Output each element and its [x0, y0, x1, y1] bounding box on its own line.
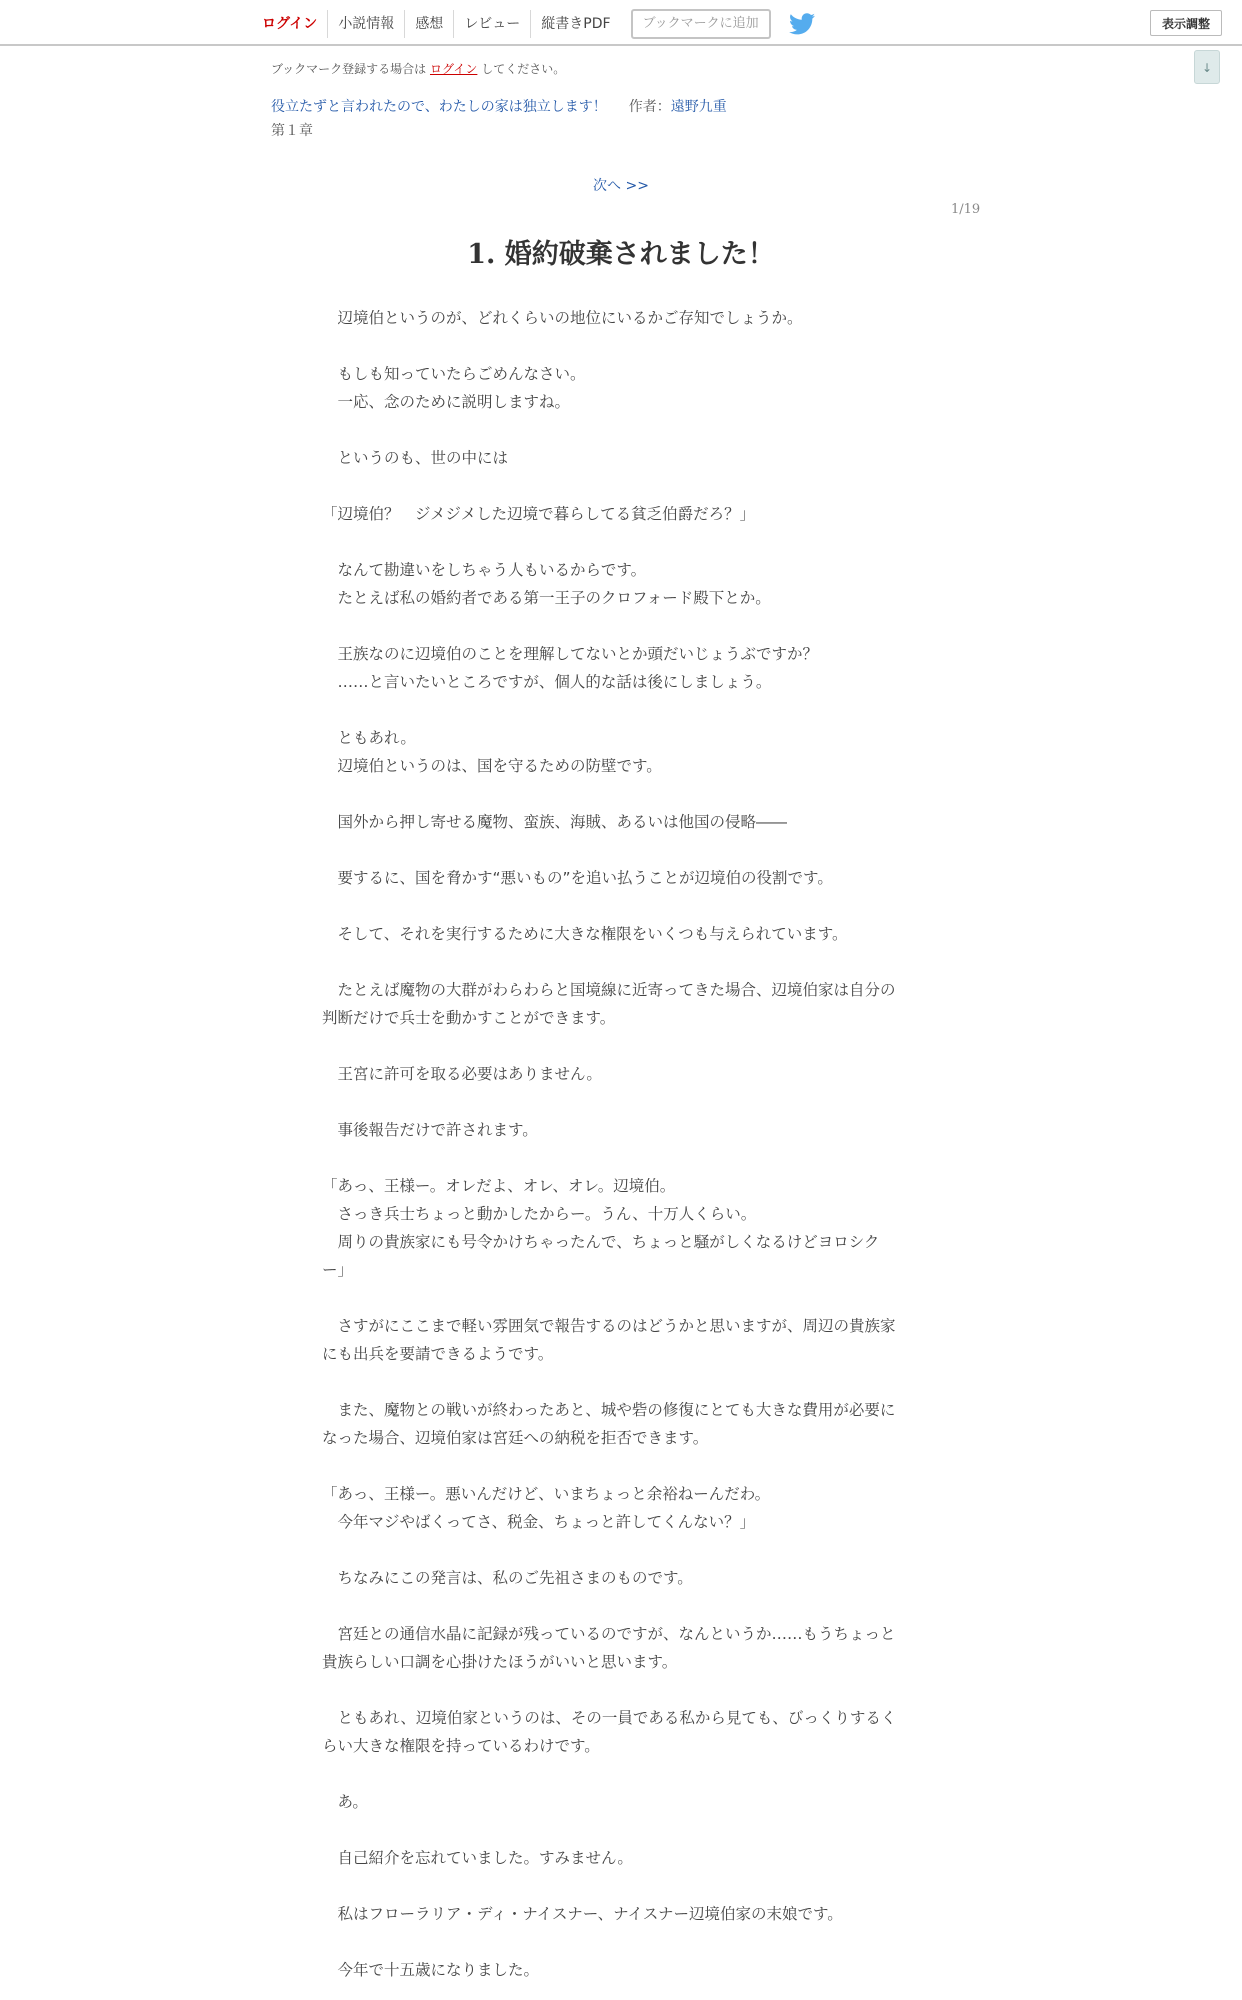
text-line: さっき兵士ちょっと動かしたからー。うん、十万人くらい。	[322, 1205, 757, 1223]
novel-title-link[interactable]: 役立たずと言われたので、わたしの家は独立します！	[271, 99, 607, 115]
text-line: ちなみにこの発言は、私のご先祖さまのものです。	[322, 1569, 693, 1587]
vertical-pdf-link[interactable]: 縦書きPDF	[541, 16, 611, 32]
text-line: また、魔物との戦いが終わったあと、城や砦の修復にとても大きな費用が必要に	[322, 1401, 896, 1419]
add-bookmark-button[interactable]: ブックマークに追加	[631, 9, 771, 39]
text-line: 「あっ、王様ー。悪いんだけど、いまちょっと余裕ねーんだわ。	[322, 1485, 771, 1503]
bookmark-note-prefix: ブックマーク登録する場合は	[271, 62, 430, 76]
blank-line	[322, 416, 922, 444]
text-line: 私はフローラリア・ディ・ナイスナー、ナイスナー辺境伯家の末娘です。	[322, 1905, 843, 1923]
blank-line	[322, 836, 922, 864]
next-page-link	[0, 175, 1242, 195]
text-line: 「辺境伯？ ジメジメした辺境で暮らしてる貧乏伯爵だろ？」	[322, 505, 756, 523]
blank-line	[322, 1676, 922, 1704]
text-line: 周りの貴族家にも号令かけちゃったんで、ちょっと騒がしくなるけどヨロシク	[322, 1233, 880, 1251]
text-line: 辺境伯というのが、どれくらいの地位にいるかご存知でしょうか。	[322, 309, 803, 327]
chapter-title: 第１章	[271, 123, 313, 139]
text-line: 王族なのに辺境伯のことを理解してないとか頭だいじょうぶですか？	[322, 645, 819, 663]
top-navigation-bar	[0, 0, 1242, 46]
text-line: 要するに、国を脅かす“悪いもの”を追い払うことが辺境伯の役割です。	[322, 869, 833, 887]
text-line: にも出兵を要請できるようです。	[322, 1345, 554, 1363]
text-line: さすがにここまで軽い雰囲気で報告するのはどうかと思いますが、周辺の貴族家	[322, 1317, 896, 1335]
twitter-icon[interactable]	[789, 13, 815, 35]
blank-line	[322, 472, 922, 500]
text-line: そして、それを実行するために大きな権限をいくつも与えられています。	[322, 925, 848, 943]
author-label: 作者：	[628, 99, 671, 115]
text-line: あ。	[322, 1793, 368, 1811]
blank-line	[322, 332, 922, 360]
novel-body-text	[322, 304, 922, 1984]
next-page-label[interactable]: 次へ >>	[593, 178, 649, 194]
page-counter: 1/19	[951, 202, 981, 217]
text-line: 自己紹介を忘れていました。すみません。	[322, 1849, 633, 1867]
text-line: 判断だけで兵士を動かすことができます。	[322, 1009, 616, 1027]
text-line: というのも、世の中には	[322, 449, 509, 467]
blank-line	[322, 612, 922, 640]
display-settings-button[interactable]: 表示調整	[1150, 10, 1222, 36]
blank-line	[322, 1816, 922, 1844]
text-line: 貴族らしい口調を心掛けたほうがいいと思います。	[322, 1653, 678, 1671]
text-line: らい大きな権限を持っているわけです。	[322, 1737, 600, 1755]
text-line: なった場合、辺境伯家は宮廷への納税を拒否できます。	[322, 1429, 709, 1447]
text-line: 辺境伯というのは、国を守るための防壁です。	[322, 757, 662, 775]
review-link[interactable]: レビュー	[454, 10, 531, 38]
scroll-down-button[interactable]: ↓	[1194, 50, 1220, 84]
blank-line	[322, 1872, 922, 1900]
blank-line	[322, 780, 922, 808]
text-line: ともあれ。	[322, 729, 416, 747]
author-link[interactable]: 遠野九重	[670, 99, 727, 115]
blank-line	[322, 1032, 922, 1060]
blank-line	[322, 1592, 922, 1620]
text-line: 一応、念のために説明しますね。	[322, 393, 571, 411]
novel-meta	[271, 96, 727, 116]
bookmark-note-suffix: してください。	[477, 62, 566, 76]
novel-info-link[interactable]: 小説情報	[328, 10, 405, 38]
blank-line	[322, 696, 922, 724]
text-line: 宮廷との通信水晶に記録が残っているのですが、なんというか……もうちょっと	[322, 1625, 896, 1643]
text-line: 今年で十五歳になりました。	[322, 1961, 540, 1979]
text-line: 国外から押し寄せる魔物、蛮族、海賊、あるいは他国の侵略――	[322, 813, 788, 831]
blank-line	[322, 892, 922, 920]
blank-line	[322, 1368, 922, 1396]
text-line: たとえば魔物の大群がわらわらと国境線に近寄ってきた場合、辺境伯家は自分の	[322, 981, 896, 999]
text-line: ともあれ、辺境伯家というのは、その一員である私から見ても、びっくりするく	[322, 1709, 897, 1727]
main-nav	[252, 10, 815, 38]
text-line: 今年マジやばくってさ、税金、ちょっと許してくんない？」	[322, 1513, 756, 1531]
episode-title: 1. 婚約破棄されました！	[467, 239, 775, 270]
bookmark-note-login-link[interactable]: ログイン	[429, 62, 478, 76]
blank-line	[322, 1928, 922, 1956]
blank-line	[322, 1452, 922, 1480]
blank-line	[322, 1088, 922, 1116]
blank-line	[322, 1760, 922, 1788]
bookmark-login-note	[271, 60, 565, 77]
blank-line	[322, 1284, 922, 1312]
blank-line	[322, 948, 922, 976]
blank-line	[322, 1144, 922, 1172]
text-line: ……と言いたいところですが、個人的な話は後にしましょう。	[322, 673, 772, 691]
impressions-link[interactable]: 感想	[405, 10, 454, 38]
login-link[interactable]: ログイン	[252, 10, 328, 38]
text-line: 事後報告だけで許されます。	[322, 1121, 538, 1139]
text-line: ー」	[322, 1261, 354, 1279]
text-line: 「あっ、王様ー。オレだよ、オレ、オレ。辺境伯。	[322, 1177, 676, 1195]
text-line: 王宮に許可を取る必要はありません。	[322, 1065, 602, 1083]
text-line: たとえば私の婚約者である第一王子のクロフォード殿下とか。	[322, 589, 771, 607]
blank-line	[322, 528, 922, 556]
blank-line	[322, 1536, 922, 1564]
text-line: もしも知っていたらごめんなさい。	[322, 365, 586, 383]
text-line: なんて勘違いをしちゃう人もいるからです。	[322, 561, 647, 579]
